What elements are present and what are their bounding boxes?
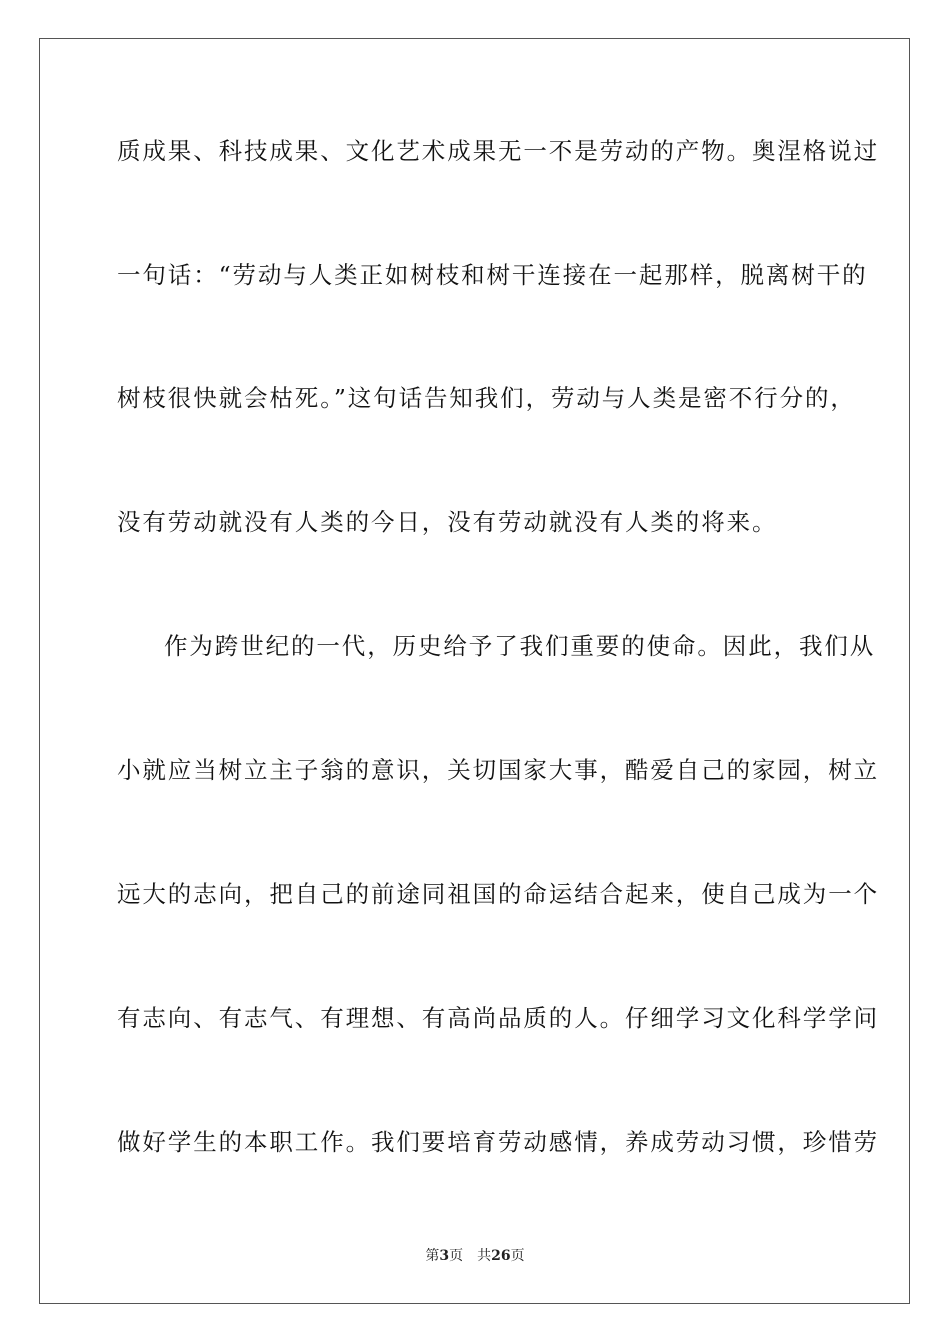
page-footer — [0, 1247, 950, 1265]
page-prefix: 第 — [425, 1248, 440, 1264]
body-text-line: 小就应当树立主子翁的意识，关切国家大事，酷爱自己的家园，树立 — [117, 756, 879, 784]
body-text-line: 远大的志向，把自己的前途同祖国的命运结合起来，使自己成为一个 — [117, 880, 879, 908]
page-frame — [39, 38, 910, 1304]
body-text-line: 质成果、科技成果、文化艺术成果无一不是劳动的产物。奥涅格说过 — [117, 137, 879, 165]
paragraph-first-line: 作为跨世纪的一代，历史给予了我们重要的使命。因此，我们从 — [164, 632, 876, 660]
current-page-number: 3 — [439, 1248, 450, 1264]
body-text-line: 一句话：“劳动与人类正如树枝和树干连接在一起那样，脱离树干的 — [117, 261, 868, 289]
total-prefix: 共 — [477, 1248, 492, 1264]
total-suffix: 页 — [510, 1248, 525, 1264]
page-suffix: 页 — [449, 1248, 464, 1264]
total-page-count: 26 — [491, 1248, 511, 1264]
body-text-line: 树枝很快就会枯死。”这句话告知我们，劳动与人类是密不行分的， — [117, 384, 856, 412]
body-text-line: 做好学生的本职工作。我们要培育劳动感情，养成劳动习惯，珍惜劳 — [117, 1128, 879, 1156]
body-text-line: 没有劳动就没有人类的今日，没有劳动就没有人类的将来。 — [117, 508, 778, 536]
body-text-line: 有志向、有志气、有理想、有高尚品质的人。仔细学习文化科学学问 — [117, 1004, 879, 1032]
